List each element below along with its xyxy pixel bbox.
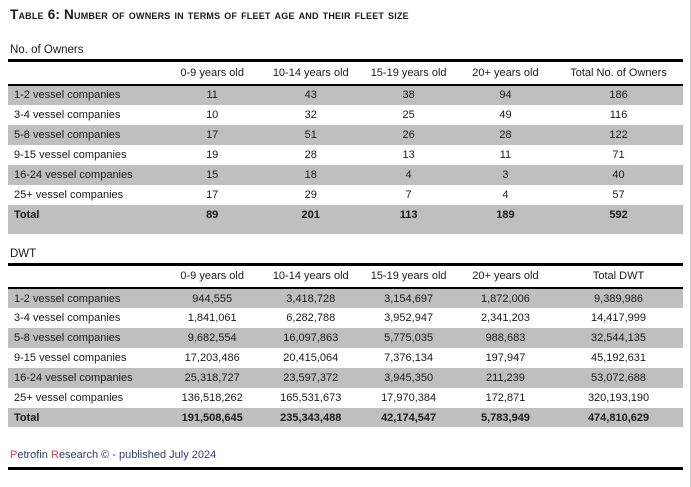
cell: 136,518,262 [181, 392, 243, 404]
cell: 14,417,999 [590, 312, 647, 324]
table-row [8, 85, 683, 105]
cell: 191,508,645 [181, 411, 243, 424]
cell: 11 [206, 89, 218, 101]
cell: 3,952,947 [384, 312, 434, 324]
column-header: 15-19 years old [360, 61, 457, 85]
cell: 28 [499, 128, 512, 141]
table-row [8, 145, 683, 165]
cell: 116 [609, 108, 628, 121]
row-label: Total [14, 411, 40, 424]
cell: 18 [304, 168, 317, 181]
row-label: 3-4 vessel companies [14, 312, 121, 324]
dwt-table-total [8, 408, 683, 427]
cell: 9,682,554 [187, 332, 237, 344]
owners-table-head [8, 61, 683, 85]
cell: 89 [206, 208, 219, 221]
cell: 25,318,727 [184, 372, 240, 384]
cell: 19 [206, 148, 219, 161]
row-label: 16-24 vessel companies [14, 168, 133, 181]
owners-table-body [8, 85, 683, 205]
dwt-section-label: DWT [10, 247, 37, 260]
row-label: 1-2 vessel companies [14, 89, 121, 101]
footer-credit [10, 449, 690, 461]
cell: 71 [612, 148, 625, 161]
cell: 122 [609, 128, 628, 141]
table-row [8, 308, 683, 328]
cell: 11 [499, 148, 512, 161]
cell: 320,193,190 [587, 392, 650, 404]
dwt-table-head [8, 264, 683, 288]
table-row [8, 105, 683, 125]
table-row [8, 328, 683, 348]
dwt-header-row [8, 264, 683, 288]
cell: 15 [206, 168, 219, 181]
dwt-table-body [8, 288, 683, 408]
cell: 53,072,688 [590, 372, 647, 384]
cell: 45,192,631 [590, 352, 647, 364]
cell: 29 [304, 188, 317, 201]
cell: 7,376,134 [384, 352, 434, 364]
cell: 32 [304, 108, 317, 121]
cell: 189 [496, 208, 515, 221]
cell: 25 [402, 108, 415, 121]
dwt-total-row [8, 408, 683, 427]
cell: 235,343,488 [280, 411, 342, 424]
cell: 17 [206, 188, 219, 201]
cell: 6,282,788 [286, 312, 336, 324]
column-header: 10-14 years old [261, 264, 360, 288]
corner-cell [8, 264, 163, 288]
cell: 49 [499, 108, 512, 121]
cell: 42,174,547 [381, 411, 437, 424]
column-header: Total No. of Owners [554, 61, 683, 85]
cell: 3,154,697 [384, 292, 434, 305]
row-label: 3-4 vessel companies [14, 108, 121, 121]
column-header: 0-9 years old [163, 264, 261, 288]
cell: 17,970,384 [381, 392, 437, 404]
cell: 20,415,064 [283, 352, 339, 364]
cell: 4 [502, 188, 509, 201]
table-row [8, 165, 683, 185]
footer-petrofin-initial: P [10, 449, 18, 461]
corner-cell [8, 61, 163, 85]
cell: 17 [206, 128, 219, 141]
cell: 3,945,350 [384, 372, 434, 384]
cell: 474,810,629 [587, 411, 650, 424]
cell: 201 [301, 208, 320, 221]
column-header: Total DWT [554, 264, 683, 288]
row-label: 1-2 vessel companies [14, 292, 121, 305]
column-header: 20+ years old [457, 264, 554, 288]
cell: 197,947 [485, 352, 526, 364]
cell: 592 [609, 208, 628, 221]
footer-research-rest: esearch © - published July 2024 [58, 449, 217, 461]
cell: 17,203,486 [184, 352, 240, 364]
table-row [8, 388, 683, 408]
column-header: 15-19 years old [360, 264, 457, 288]
cell: 3 [502, 168, 509, 181]
cell: 43 [304, 89, 317, 101]
cell: 1,872,006 [480, 292, 530, 305]
cell: 165,531,673 [280, 392, 342, 404]
owners-section-label: No. of Owners [10, 44, 84, 56]
row-label: 16-24 vessel companies [14, 372, 133, 384]
cell: 172,871 [485, 392, 526, 404]
table-row [8, 185, 683, 205]
column-header: 20+ years old [457, 61, 554, 85]
cell: 51 [304, 128, 317, 141]
page-title: Table 6: Number of owners in terms of fleet age and their fleet size [10, 7, 409, 22]
cell: 3,418,728 [286, 292, 336, 305]
cell: 5,783,949 [480, 411, 530, 424]
cell: 38 [402, 89, 415, 101]
cell: 32,544,135 [590, 332, 647, 344]
cell: 94 [499, 89, 512, 101]
cell: 186 [609, 89, 628, 101]
cell: 23,597,372 [283, 372, 339, 384]
owners-table-total [8, 205, 683, 234]
row-label: 9-15 vessel companies [14, 352, 127, 364]
cell: 57 [612, 188, 625, 201]
cell: 28 [304, 148, 317, 161]
column-header: 10-14 years old [261, 61, 360, 85]
footer-divider [8, 467, 683, 470]
row-label: 9-15 vessel companies [14, 148, 127, 161]
dwt-table [8, 263, 683, 428]
row-label: 25+ vessel companies [14, 392, 124, 404]
column-header: 0-9 years old [163, 61, 261, 85]
cell: 944,555 [192, 292, 233, 305]
cell: 4 [405, 168, 412, 181]
table-row [8, 288, 683, 308]
footer-research-initial: R [50, 449, 59, 461]
cell: 1,841,061 [187, 312, 237, 324]
cell: 40 [612, 168, 625, 181]
row-label: 5-8 vessel companies [14, 128, 121, 141]
cell: 113 [399, 208, 418, 221]
cell: 9,389,986 [594, 292, 643, 305]
cell: 5,775,035 [384, 332, 434, 344]
cell: 10 [206, 108, 219, 121]
table-row [8, 368, 683, 388]
cell: 7 [405, 188, 412, 201]
cell: 2,341,203 [480, 312, 530, 324]
owners-header-row [8, 61, 683, 85]
owners-table [8, 59, 683, 234]
cell: 16,097,863 [283, 332, 339, 344]
row-label: Total [14, 208, 40, 221]
row-label: 25+ vessel companies [14, 188, 124, 201]
cell: 211,239 [485, 372, 525, 384]
footer-petrofin-rest: etrofin [17, 449, 51, 461]
row-label: 5-8 vessel companies [14, 332, 121, 344]
cell: 988,683 [485, 332, 526, 344]
table-row [8, 125, 683, 145]
cell: 13 [402, 148, 415, 161]
table-row [8, 348, 683, 368]
owners-total-row [8, 205, 683, 234]
cell: 26 [402, 128, 415, 141]
